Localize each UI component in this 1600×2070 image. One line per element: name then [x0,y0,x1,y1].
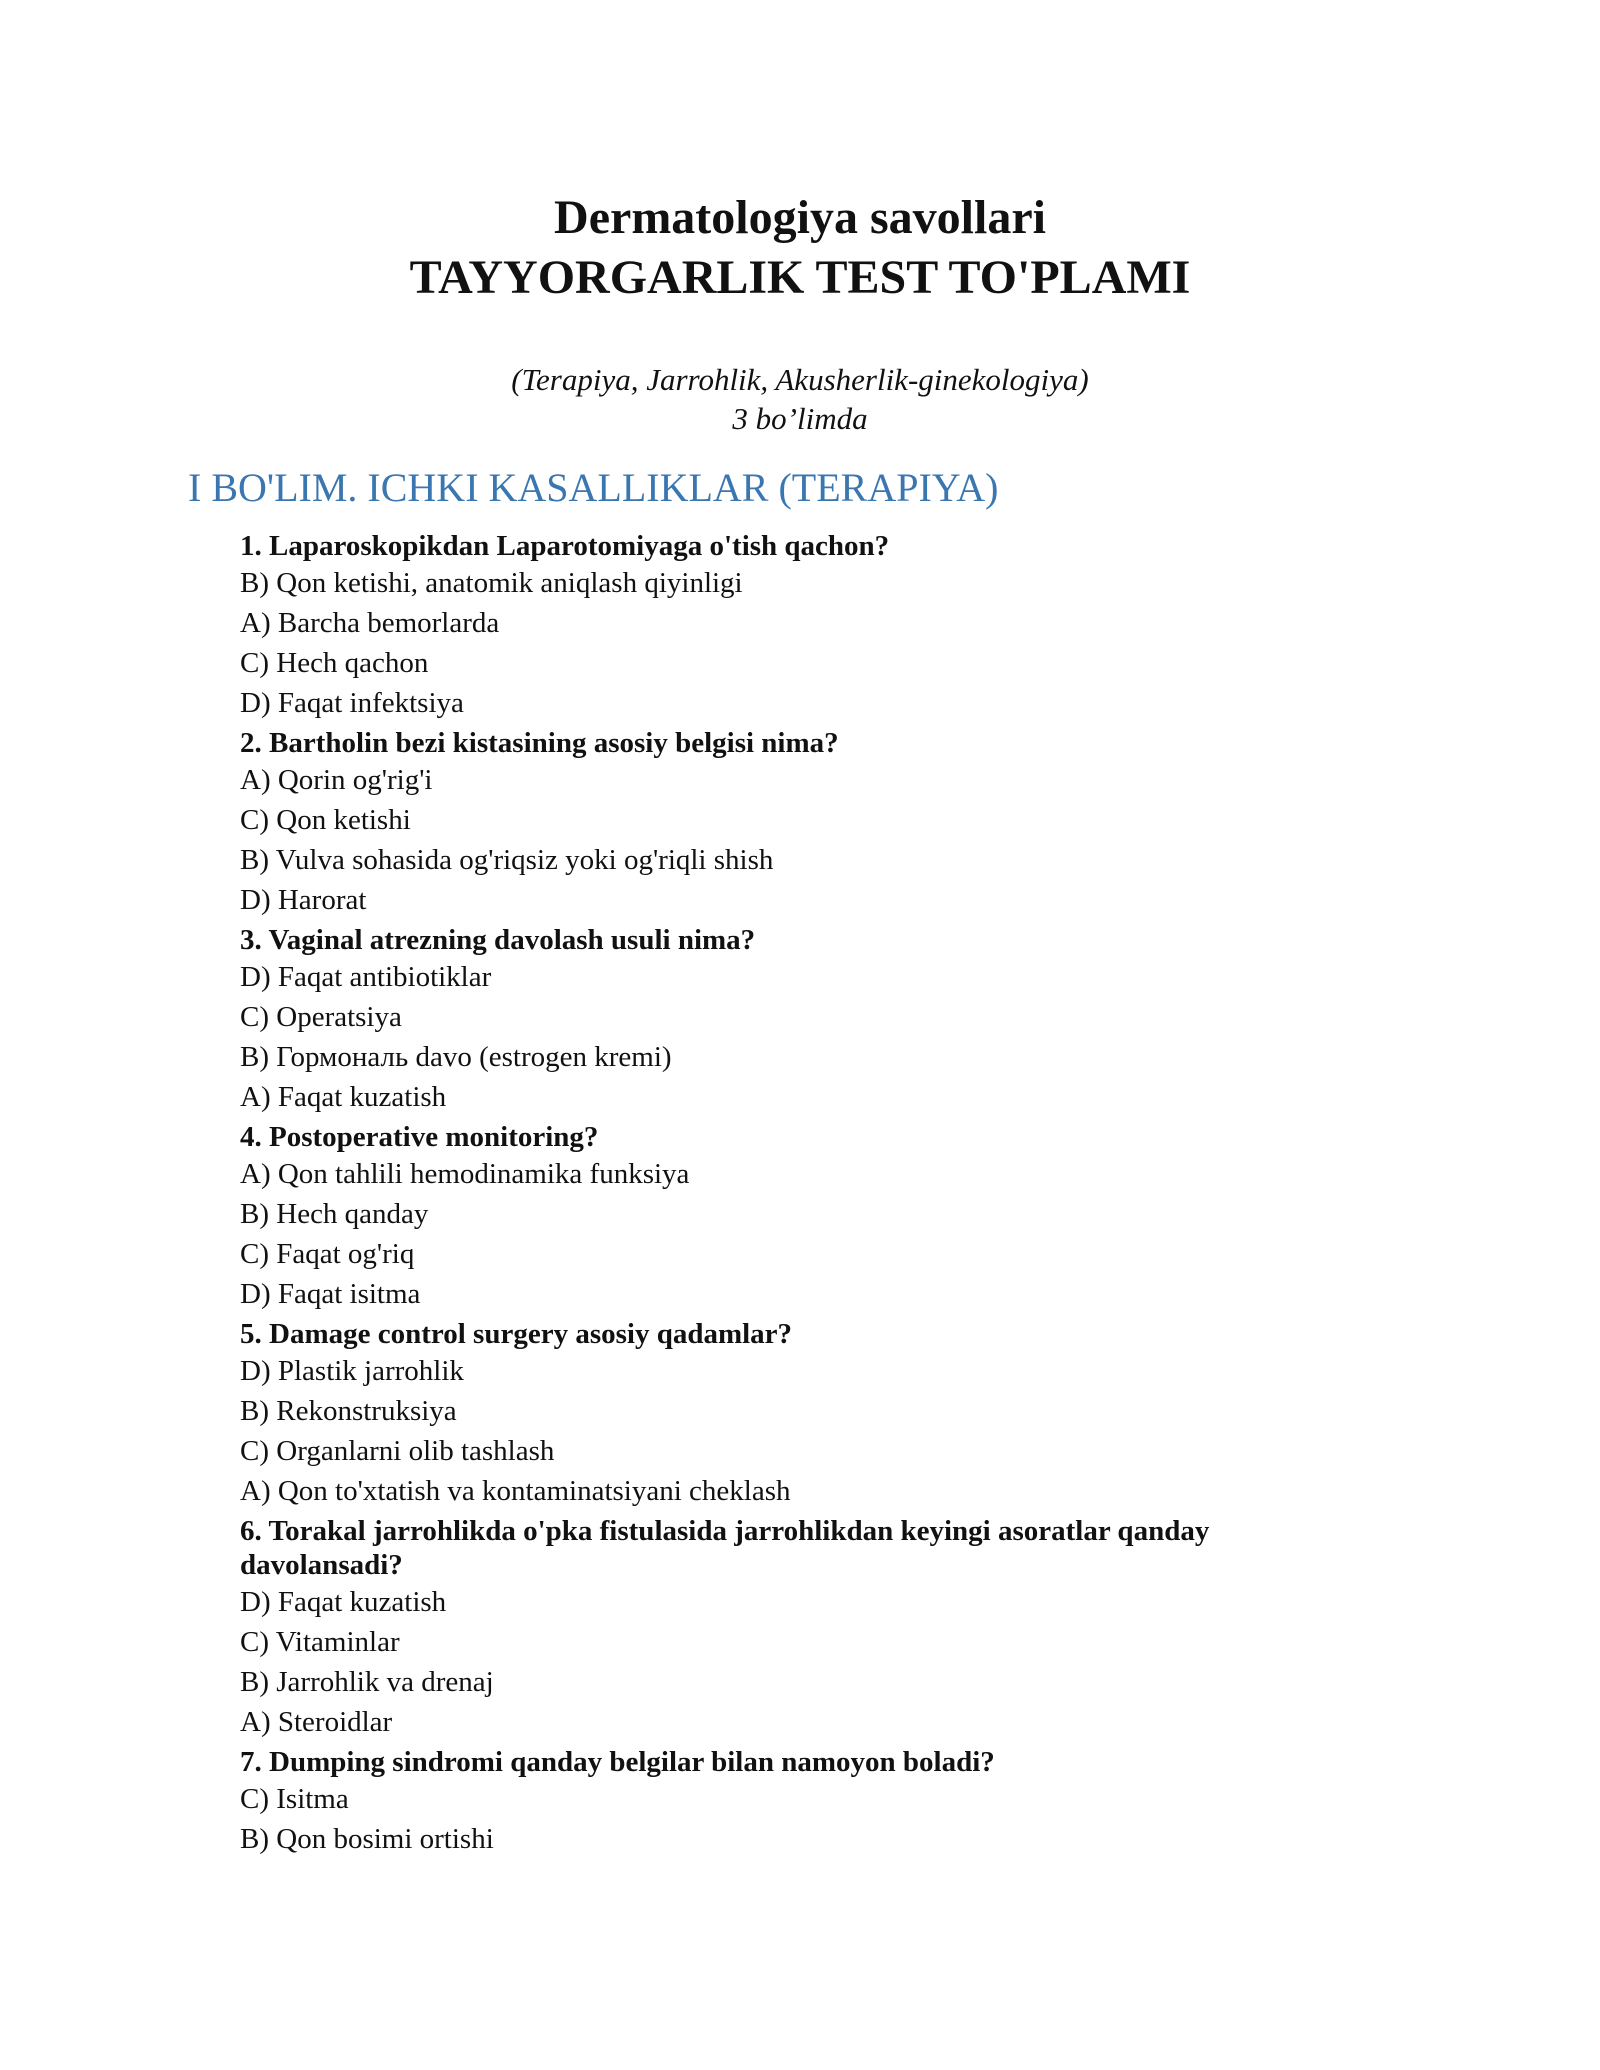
answer-option: A) Faqat kuzatish [240,1081,447,1113]
answer-option: D) Faqat infektsiya [240,687,464,719]
title-block [0,188,1600,308]
answer-option: B) Vulva sohasida og'riqsiz yoki og'riqli shish [240,844,774,876]
question-text: 4. Postoperative monitoring? [240,1121,599,1153]
answer-option: B) Qon bosimi ortishi [240,1823,494,1855]
answer-option: B) Гормональ davo (estrogen kremi) [240,1041,672,1073]
answer-option: B) Jarrohlik va drenaj [240,1666,494,1698]
answer-option: C) Operatsiya [240,1001,402,1033]
question-item [240,1117,1320,1314]
answer-option: C) Qon ketishi [240,804,411,836]
answer-option: D) Plastik jarrohlik [240,1355,464,1387]
answer-option: A) Barcha bemorlarda [240,607,500,639]
subtitle-sections-count: 3 bo’limda [732,401,868,436]
answer-option: C) Vitaminlar [240,1626,400,1658]
answer-option: A) Qon tahlili hemodinamika funksiya [240,1158,690,1190]
question-text: 6. Torakal jarrohlikda o'pka fistulasida jarrohlikdan keyingi asoratlar qanday davolansadi? [240,1515,1210,1581]
section-heading: I BO'LIM. ICHKI KASALLIKLAR (TERAPIYA) [188,465,999,510]
question-list [240,526,1320,1859]
question-text: 2. Bartholin bezi kistasining asosiy belgisi nima? [240,727,839,759]
question-item [240,1314,1320,1511]
question-text: 1. Laparoskopikdan Laparotomiyaga o'tish qachon? [240,530,890,562]
answer-option: D) Harorat [240,884,367,916]
subtitle-disciplines: (Terapiya, Jarrohlik, Akusherlik-ginekologiya) [511,362,1089,397]
question-item [240,920,1320,1117]
answer-option: B) Hech qanday [240,1198,429,1230]
answer-option: B) Rekonstruksiya [240,1395,457,1427]
question-item [240,723,1320,920]
answer-option: C) Faqat og'riq [240,1238,415,1270]
document-subtitle-heading: TAYYORGARLIK TEST TO'PLAMI [409,251,1191,304]
question-text: 3. Vaginal atrezning davolash usuli nima? [240,924,756,956]
answer-option: D) Faqat kuzatish [240,1586,447,1618]
answer-option: D) Faqat antibiotiklar [240,961,492,993]
subtitle-block [0,360,1600,438]
question-item [240,1511,1320,1742]
question-item [240,1742,1320,1859]
answer-option: C) Organlarni olib tashlash [240,1435,555,1467]
answer-option: D) Faqat isitma [240,1278,421,1310]
answer-option: C) Isitma [240,1783,349,1815]
document-title: Dermatologiya savollari [554,191,1046,244]
question-item [240,526,1320,723]
answer-option: A) Qorin og'rig'i [240,764,433,796]
question-text: 7. Dumping sindromi qanday belgilar bilan namoyon boladi? [240,1746,995,1778]
answer-option: B) Qon ketishi, anatomik aniqlash qiyinligi [240,567,743,599]
question-text: 5. Damage control surgery asosiy qadamlar? [240,1318,793,1350]
answer-option: A) Qon to'xtatish va kontaminatsiyani cheklash [240,1475,791,1507]
answer-option: C) Hech qachon [240,647,429,679]
answer-option: A) Steroidlar [240,1706,393,1738]
